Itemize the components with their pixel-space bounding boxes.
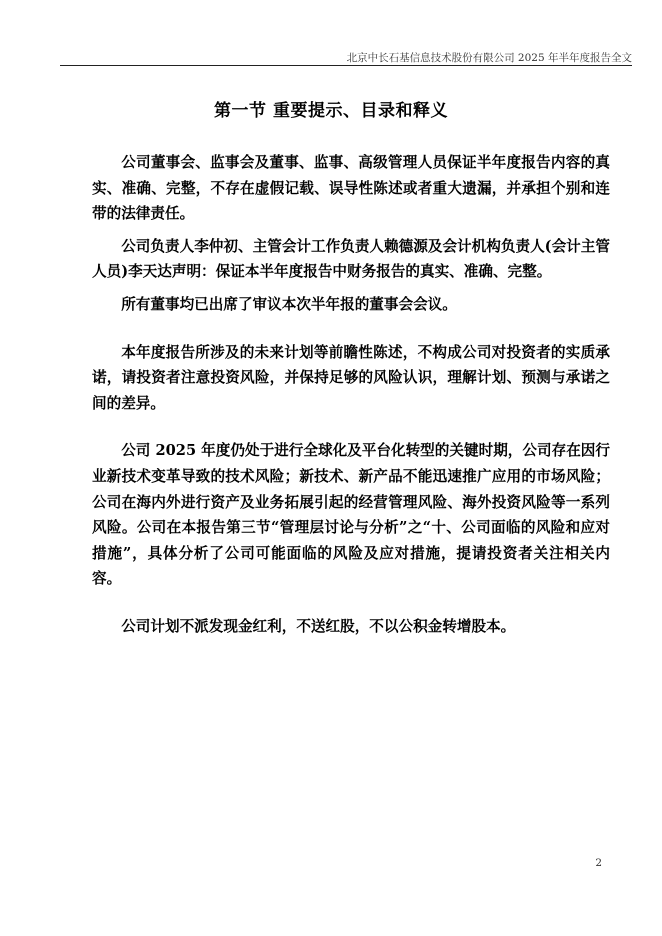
header-divider <box>60 65 632 66</box>
body-content <box>92 150 610 640</box>
paragraph-responsible-persons: 公司负责人李仲初、主管会计工作负责人赖德源及会计机构负责人(会计主管人员)李天达声明：保证本半年度报告中财务报告的真实、准确、完整。 <box>92 237 610 281</box>
paragraph-board-attendance: 所有董事均已出席了审议本次半年报的董事会会议。 <box>121 295 457 313</box>
section-title: 第一节 重要提示、目录和释义 <box>214 101 448 121</box>
paragraph-forward-looking: 本年度报告所涉及的未来计划等前瞻性陈述，不构成公司对投资者的实质承诺，请投资者注意投资风险，并保持足够的风险认识，理解计划、预测与承诺之间的差异。 <box>92 343 610 412</box>
paragraph-risk-factors: 公司 2025 年度仍处于进行全球化及平台化转型的关键时期，公司存在因行业新技术变革导致的技术风险；新技术、新产品不能迅速推广应用的市场风险；公司在海内外进行资产及业务拓展引起的经营管理风险、海外投资风险等一系列风险。公司在本报告第三节“管理层讨论与分析”之“十、公司面临的风险和应对措施”，具体分析了公司可能面临的风险及应对措施，提请投资者关注相关内容。 <box>92 442 610 588</box>
page-number: 2 <box>595 857 602 869</box>
paragraph-board-guarantee: 公司董事会、监事会及董事、监事、高级管理人员保证半年度报告内容的真实、准确、完整，不存在虚假记载、误导性陈述或者重大遗漏，并承担个别和连带的法律责任。 <box>92 154 610 223</box>
running-header: 北京中长石基信息技术股份有限公司 2025 年半年度报告全文 <box>346 52 632 64</box>
paragraph-dividend-plan: 公司计划不派发现金红利，不送红股，不以公积金转增股本。 <box>121 617 516 635</box>
